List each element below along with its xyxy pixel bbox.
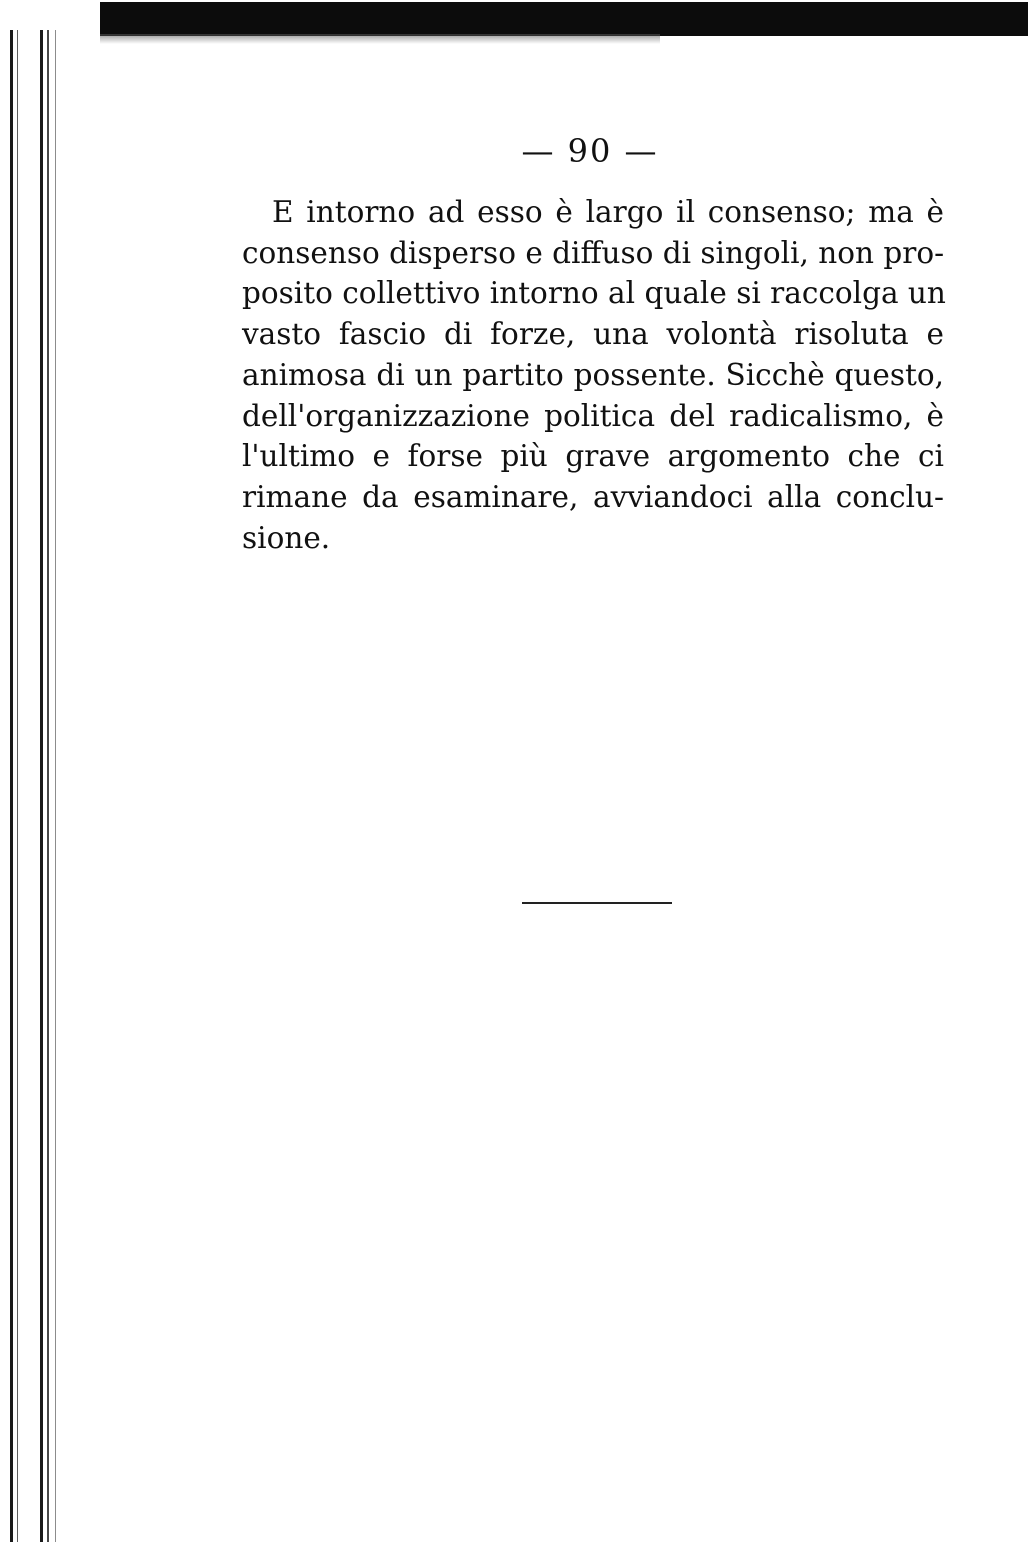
end-divider-rule — [522, 902, 672, 904]
text-line: l'ultimo e forse più grave argomento che ci — [242, 439, 944, 474]
binding-line — [55, 30, 56, 1542]
text-line: E intorno ad esso è largo il consenso; ma è — [272, 195, 944, 229]
scan-top-border-shadow — [100, 34, 660, 44]
text-line: vasto fascio di forze, una volontà risoluta e — [242, 317, 944, 352]
binding-line — [47, 30, 49, 1542]
text-line: dell'organizzazione politica del radicalismo, è — [242, 398, 944, 433]
text-line: posito collettivo intorno al quale si raccolga un — [242, 276, 946, 311]
text-line: animosa di un partito possente. Sicchè questo, — [242, 357, 944, 392]
page-number: — 90 — — [521, 132, 659, 170]
book-binding-edge — [0, 30, 70, 1542]
binding-line — [10, 30, 13, 1542]
binding-line — [40, 30, 43, 1542]
text-line: consenso disperso e diffuso di singoli, non pro- — [242, 235, 945, 270]
scan-top-border — [100, 2, 1028, 36]
text-line: rimane da esaminare, avviandoci alla conclu- — [242, 479, 944, 514]
paragraph — [242, 192, 944, 558]
binding-line — [17, 30, 18, 1542]
text-line: sione. — [242, 520, 331, 555]
